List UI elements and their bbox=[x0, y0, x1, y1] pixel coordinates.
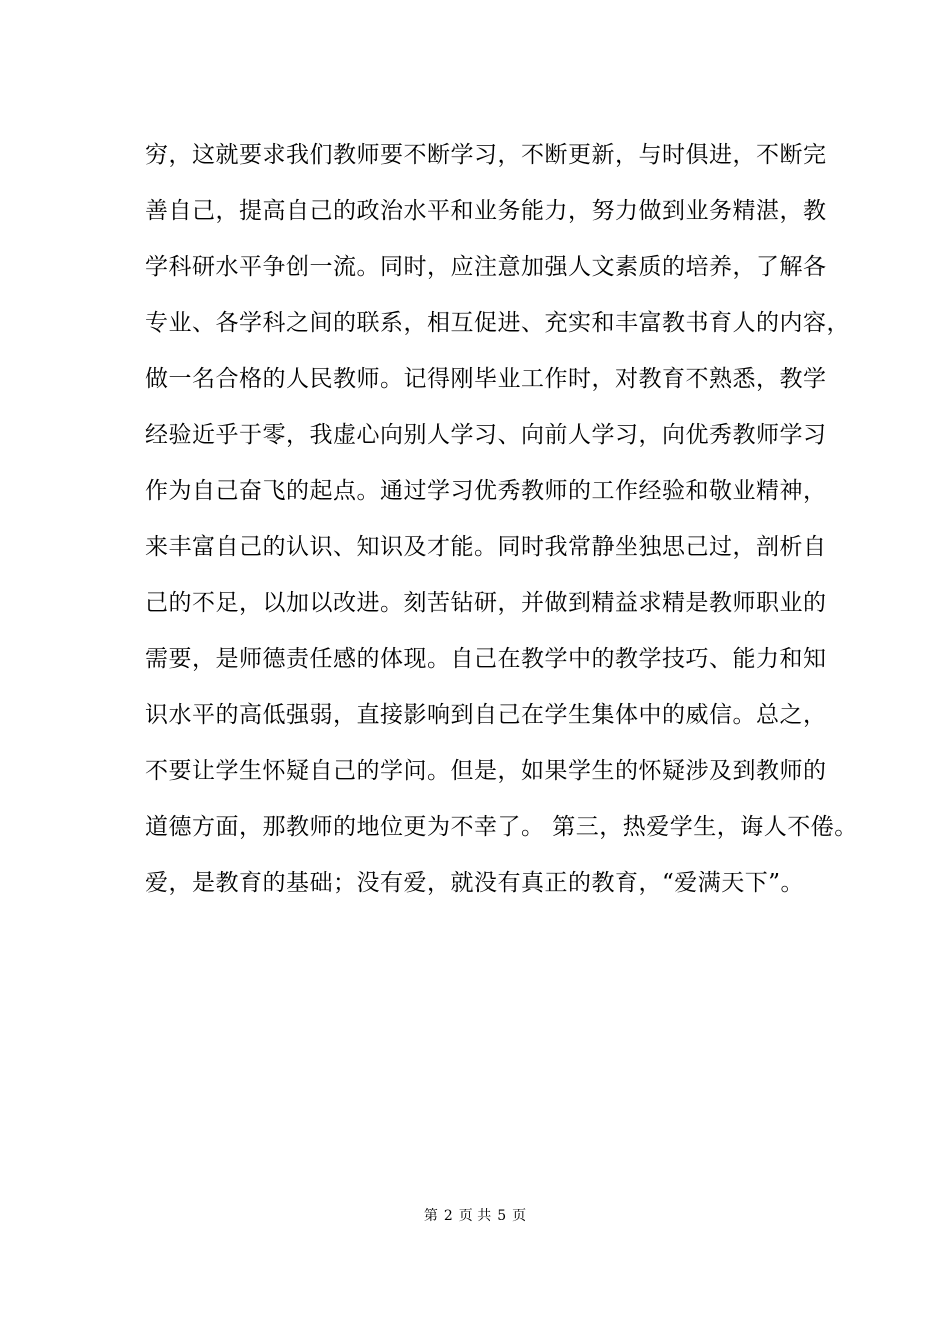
text-line: 作为自己奋飞的起点。通过学习优秀教师的工作经验和敬业精神， bbox=[145, 478, 827, 504]
text-line: 穷，这就要求我们教师要不断学习，不断更新，与时俱进，不断完 bbox=[145, 142, 827, 168]
text-line: 学科研水平争创一流。同时，应注意加强人文素质的培养，了解各 bbox=[145, 254, 827, 280]
footer-current-page: 2 bbox=[443, 1208, 453, 1224]
text-line: 识水平的高低强弱，直接影响到自己在学生集体中的威信。总之， bbox=[145, 702, 827, 728]
text-line: 己的不足，以加以改进。刻苦钻研，并做到精益求精是教师职业的 bbox=[145, 590, 827, 616]
footer-total-pages: 5 bbox=[497, 1208, 507, 1224]
text-line: 爱，是教育的基础；没有爱，就没有真正的教育，“爱满天下”。 bbox=[145, 870, 805, 896]
footer-suffix: 页 bbox=[512, 1208, 527, 1224]
text-line: 不要让学生怀疑自己的学问。但是，如果学生的怀疑涉及到教师的 bbox=[145, 758, 827, 784]
text-line: 道德方面，那教师的地位更为不幸了。 第三，热爱学生，诲人不倦。 bbox=[145, 814, 858, 840]
body-text bbox=[145, 132, 858, 916]
text-line: 做一名合格的人民教师。记得刚毕业工作时，对教育不熟悉，教学 bbox=[145, 366, 827, 392]
text-line: 善自己，提高自己的政治水平和业务能力，努力做到业务精湛，教 bbox=[145, 198, 827, 224]
text-line: 专业、各学科之间的联系，相互促进、充实和丰富教书育人的内容， bbox=[145, 310, 850, 336]
page-footer bbox=[0, 1206, 950, 1226]
footer-middle: 页 共 bbox=[458, 1208, 492, 1224]
text-line: 经验近乎于零，我虚心向别人学习、向前人学习，向优秀教师学习 bbox=[145, 422, 827, 448]
footer-prefix: 第 bbox=[423, 1208, 438, 1224]
text-line: 需要，是师德责任感的体现。自己在教学中的教学技巧、能力和知 bbox=[145, 646, 827, 672]
text-line: 来丰富自己的认识、知识及才能。同时我常静坐独思己过，剖析自 bbox=[145, 534, 827, 560]
